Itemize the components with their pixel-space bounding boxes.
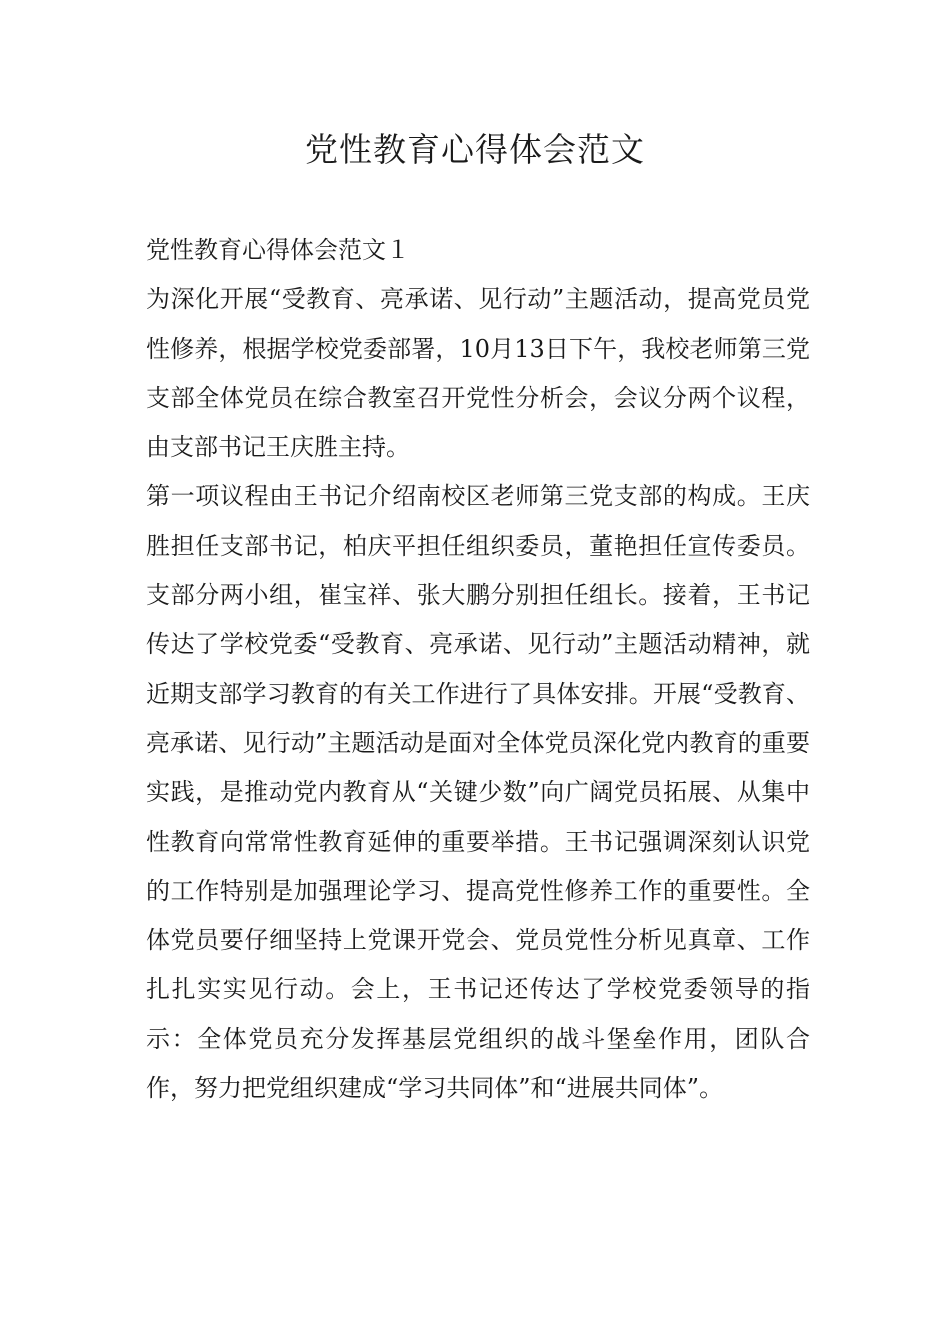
document-body xyxy=(146,226,810,1113)
section-heading: 党性教育心得体会范文１ xyxy=(146,236,410,264)
paragraph-2: 第一项议程由王书记介绍南校区老师第三党支部的构成。王庆胜担任支部书记，柏庆平担任组织委员，董艳担任宣传委员。支部分两小组，崔宝祥、张大鹏分别担任组长。接着，王书记传达了学校党委“受教育、亮承诺、见行动”主题活动精神，就近期支部学习教育的有关工作进行了具体安排。开展“受教育、亮承诺、见行动”主题活动是面对全体党员深化党内教育的重要实践，是推动党内教育从“关键少数”向广阔党员拓展、从集中性教育向常常性教育延伸的重要举措。王书记强调深刻认识党的工作特别是加强理论学习、提高党性修养工作的重要性。全体党员要仔细坚持上党课开党会、党员党性分析见真章、工作扎扎实实见行动。会上，王书记还传达了学校党委领导的指示：全体党员充分发挥基层党组织的战斗堡垒作用，团队合作，努力把党组织建成“学习共同体”和“进展共同体”。 xyxy=(146,482,810,1103)
paragraph-1: 为深化开展“受教育、亮承诺、见行动”主题活动，提高党员党性修养，根据学校党委部署，10月13日下午，我校老师第三党支部全体党员在综合教室召开党性分析会，会议分两个议程，由支部书记王庆胜主持。 xyxy=(146,285,810,462)
document-title: 党性教育心得体会范文 xyxy=(305,130,645,169)
